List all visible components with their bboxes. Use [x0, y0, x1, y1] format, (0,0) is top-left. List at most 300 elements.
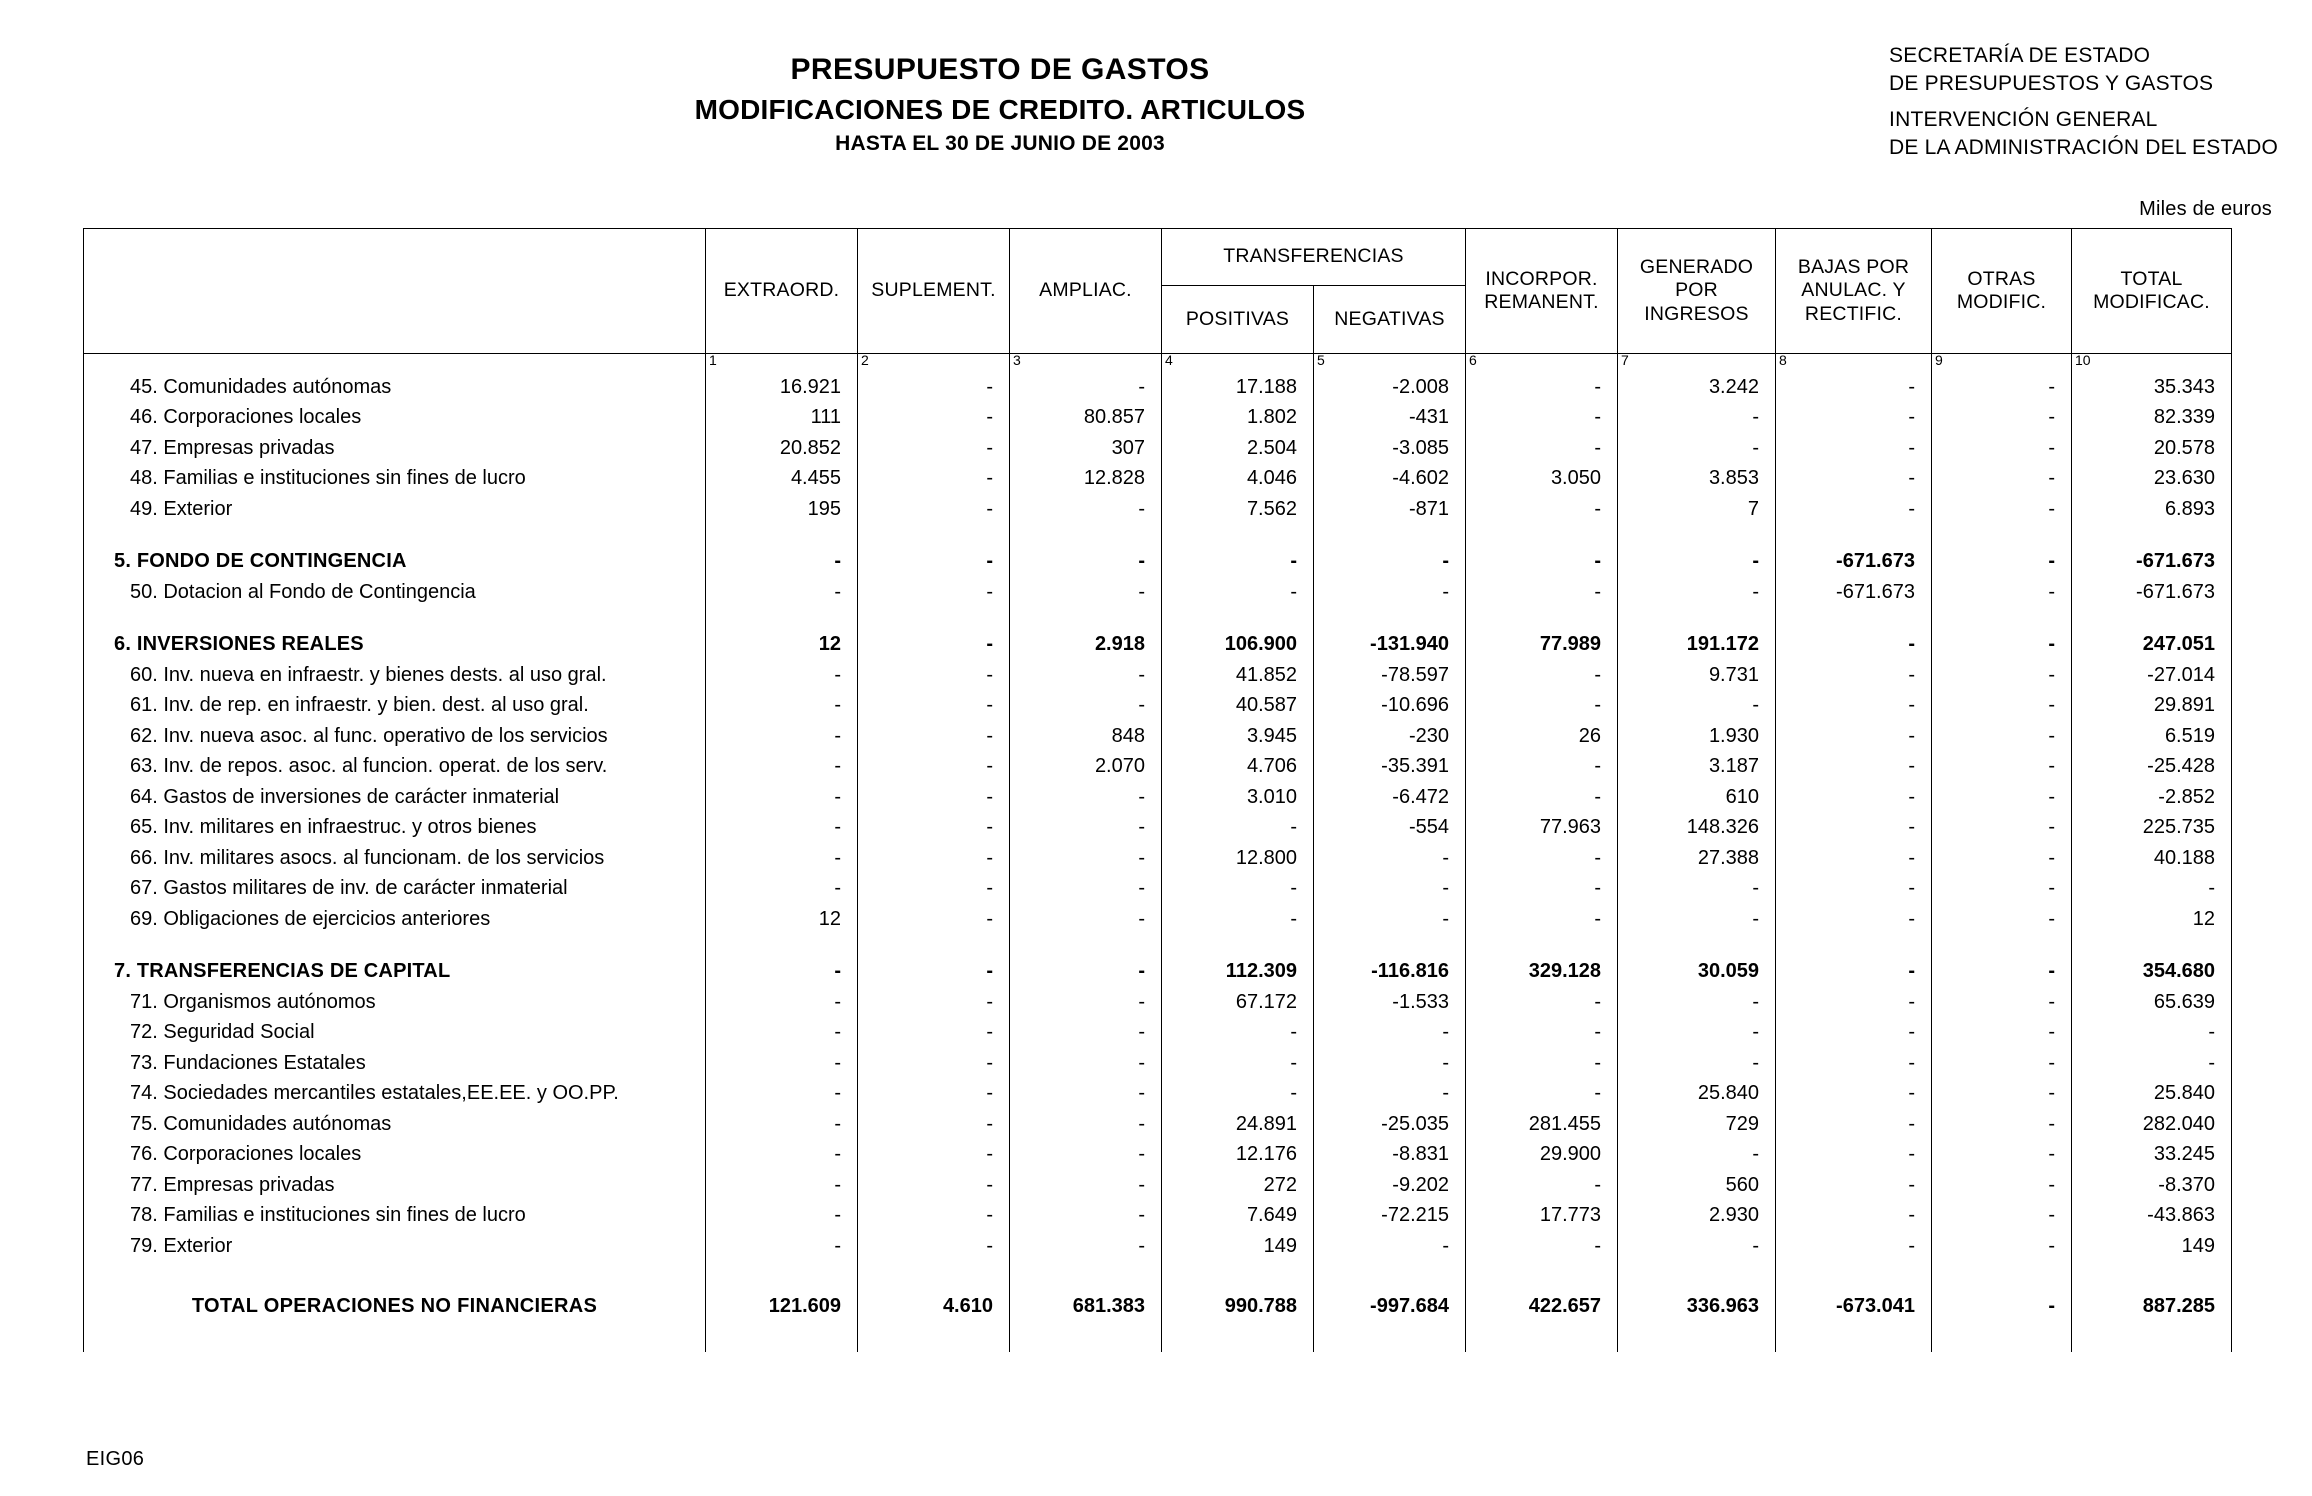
row-value-total: -671.673	[2072, 547, 2232, 578]
row-value-otras: -	[1932, 660, 2072, 691]
row-label: 65. Inv. militares en infraestruc. y otros bienes	[84, 813, 706, 844]
row-value-generado: 336.963	[1618, 1292, 1776, 1323]
row-value-ampliac: 80.857	[1010, 403, 1162, 434]
table-row	[84, 547, 2232, 578]
header-otras-modific	[1932, 229, 2072, 354]
table-row	[84, 494, 2232, 525]
spacer-cell	[1010, 935, 1162, 957]
row-value-suplement: -	[858, 874, 1010, 905]
row-value-extraord: 4.455	[706, 464, 858, 495]
row-value-incorpor: -	[1466, 372, 1618, 403]
header-generado-line-1: GENERADO	[1639, 255, 1754, 278]
row-value-suplement: -	[858, 987, 1010, 1018]
row-value-incorpor: 77.989	[1466, 630, 1618, 661]
row-value-otras: -	[1932, 1292, 2072, 1323]
row-value-total: 6.893	[2072, 494, 2232, 525]
table-row	[84, 1231, 2232, 1262]
row-value-transf_neg: -35.391	[1314, 752, 1466, 783]
row-value-suplement: -	[858, 577, 1010, 608]
row-value-total: -	[2072, 874, 2232, 905]
row-value-generado: -	[1618, 577, 1776, 608]
spacer-cell	[2072, 935, 2232, 957]
row-value-bajas: -	[1776, 987, 1932, 1018]
row-value-transf_pos: 40.587	[1162, 691, 1314, 722]
row-value-generado: 27.388	[1618, 843, 1776, 874]
row-value-transf_pos: 149	[1162, 1231, 1314, 1262]
colnum-9	[1932, 354, 2072, 373]
table-row	[84, 630, 2232, 661]
colnum-7-label: 7	[1621, 352, 1629, 368]
row-value-transf_neg: -431	[1314, 403, 1466, 434]
row-label: 47. Empresas privadas	[84, 433, 706, 464]
row-value-extraord: -	[706, 1079, 858, 1110]
row-value-suplement: -	[858, 1018, 1010, 1049]
tail-cell	[1162, 1322, 1314, 1352]
org-line-1: SECRETARÍA DE ESTADO	[1889, 44, 2151, 67]
row-value-transf_pos: 17.188	[1162, 372, 1314, 403]
row-label: 63. Inv. de repos. asoc. al funcion. operat. de los serv.	[84, 752, 706, 783]
title-block	[0, 52, 2000, 156]
row-value-incorpor: -	[1466, 403, 1618, 434]
colnum-concept	[84, 354, 706, 373]
row-value-bajas: -	[1776, 721, 1932, 752]
row-value-extraord: 16.921	[706, 372, 858, 403]
row-value-otras: -	[1932, 1048, 2072, 1079]
header-bajas-line-3: RECTIFIC.	[1804, 302, 1903, 325]
column-number-strip	[84, 354, 2232, 373]
row-value-ampliac: -	[1010, 1079, 1162, 1110]
spacer-cell	[1618, 1262, 1776, 1292]
row-value-total: 354.680	[2072, 957, 2232, 988]
org-line-3: INTERVENCIÓN GENERAL	[1889, 108, 2158, 132]
header-total-line-2: MODIFICAC.	[2093, 291, 2210, 313]
row-value-total: 6.519	[2072, 721, 2232, 752]
colnum-3-label: 3	[1013, 352, 1021, 368]
table-head	[84, 229, 2232, 354]
row-value-transf_pos: -	[1162, 813, 1314, 844]
row-value-otras: -	[1932, 874, 2072, 905]
row-value-transf_pos: 67.172	[1162, 987, 1314, 1018]
row-value-ampliac: -	[1010, 904, 1162, 935]
spacer-cell	[858, 1262, 1010, 1292]
row-value-transf_neg: -997.684	[1314, 1292, 1466, 1323]
row-value-transf_neg: -	[1314, 1079, 1466, 1110]
row-value-transf_pos: 7.562	[1162, 494, 1314, 525]
spacer-cell	[1776, 525, 1932, 547]
spacer-cell	[858, 935, 1010, 957]
row-value-total: 247.051	[2072, 630, 2232, 661]
row-value-generado: 148.326	[1618, 813, 1776, 844]
row-value-generado: -	[1618, 874, 1776, 905]
row-value-incorpor: 281.455	[1466, 1109, 1618, 1140]
spacer-cell	[1162, 608, 1314, 630]
row-value-total: -	[2072, 1048, 2232, 1079]
row-value-ampliac: -	[1010, 813, 1162, 844]
table-row	[84, 1018, 2232, 1049]
row-value-transf_neg: -25.035	[1314, 1109, 1466, 1140]
table-row	[84, 1292, 2232, 1323]
row-label: 64. Gastos de inversiones de carácter inmaterial	[84, 782, 706, 813]
row-value-otras: -	[1932, 464, 2072, 495]
table-row	[84, 1079, 2232, 1110]
row-value-generado: -	[1618, 904, 1776, 935]
row-label: 50. Dotacion al Fondo de Contingencia	[84, 577, 706, 608]
row-value-transf_neg: -	[1314, 1231, 1466, 1262]
table-spacer-row	[84, 935, 2232, 957]
header-suplement: SUPLEMENT.	[858, 229, 1010, 354]
header-bajas-line-1: BAJAS POR	[1797, 255, 1910, 278]
row-value-otras: -	[1932, 813, 2072, 844]
row-label: 75. Comunidades autónomas	[84, 1109, 706, 1140]
table-body	[84, 354, 2232, 1353]
row-label: 45. Comunidades autónomas	[84, 372, 706, 403]
row-value-transf_neg: -3.085	[1314, 433, 1466, 464]
row-value-transf_pos: -	[1162, 1048, 1314, 1079]
row-value-bajas: -	[1776, 1140, 1932, 1171]
row-label: 72. Seguridad Social	[84, 1018, 706, 1049]
spacer-cell	[1314, 525, 1466, 547]
row-value-bajas: -	[1776, 813, 1932, 844]
row-value-otras: -	[1932, 433, 2072, 464]
row-value-transf_pos: -	[1162, 874, 1314, 905]
header-bajas-line-2: ANULAC. Y	[1801, 279, 1906, 302]
row-value-ampliac: -	[1010, 987, 1162, 1018]
row-value-bajas: -671.673	[1776, 547, 1932, 578]
spacer-cell	[84, 935, 706, 957]
table-spacer-row	[84, 525, 2232, 547]
table-row	[84, 1048, 2232, 1079]
spacer-cell	[1466, 525, 1618, 547]
header-otras-line-1: OTRAS	[1967, 267, 2036, 290]
row-value-transf_pos: -	[1162, 1079, 1314, 1110]
row-label: TOTAL OPERACIONES NO FINANCIERAS	[84, 1292, 706, 1323]
row-value-bajas: -673.041	[1776, 1292, 1932, 1323]
row-value-ampliac: -	[1010, 494, 1162, 525]
spacer-cell	[1314, 608, 1466, 630]
row-value-extraord: -	[706, 1170, 858, 1201]
colnum-2-label: 2	[861, 352, 869, 368]
spacer-cell	[1162, 525, 1314, 547]
spacer-cell	[706, 1262, 858, 1292]
row-value-incorpor: -	[1466, 752, 1618, 783]
row-value-generado: -	[1618, 1018, 1776, 1049]
row-value-transf_neg: -4.602	[1314, 464, 1466, 495]
row-value-extraord: 12	[706, 904, 858, 935]
row-label: 62. Inv. nueva asoc. al func. operativo de los servicios	[84, 721, 706, 752]
row-value-extraord: -	[706, 691, 858, 722]
row-value-ampliac: -	[1010, 1201, 1162, 1232]
table-row	[84, 660, 2232, 691]
row-value-transf_pos: 41.852	[1162, 660, 1314, 691]
row-value-extraord: 111	[706, 403, 858, 434]
tail-cell	[1314, 1322, 1466, 1352]
row-value-generado: -	[1618, 987, 1776, 1018]
row-value-bajas: -	[1776, 782, 1932, 813]
colnum-5	[1314, 354, 1466, 373]
row-value-ampliac: -	[1010, 782, 1162, 813]
row-label: 76. Corporaciones locales	[84, 1140, 706, 1171]
row-value-transf_pos: 3.010	[1162, 782, 1314, 813]
header-generado-line-3: INGRESOS	[1644, 302, 1749, 325]
page-period: HASTA EL 30 DE JUNIO DE 2003	[835, 131, 1165, 155]
row-value-incorpor: -	[1466, 782, 1618, 813]
row-value-extraord: -	[706, 752, 858, 783]
row-value-generado: 1.930	[1618, 721, 1776, 752]
row-value-transf_neg: -8.831	[1314, 1140, 1466, 1171]
header-incorpor-remanent	[1466, 229, 1618, 354]
row-value-otras: -	[1932, 721, 2072, 752]
row-label: 61. Inv. de rep. en infraestr. y bien. dest. al uso gral.	[84, 691, 706, 722]
row-value-generado: -	[1618, 403, 1776, 434]
row-value-otras: -	[1932, 782, 2072, 813]
header-generado-line-2: POR	[1675, 279, 1718, 302]
page-title: PRESUPUESTO DE GASTOS	[790, 53, 1210, 86]
row-value-generado: 191.172	[1618, 630, 1776, 661]
table-row	[84, 691, 2232, 722]
row-value-incorpor: -	[1466, 577, 1618, 608]
row-value-incorpor: 329.128	[1466, 957, 1618, 988]
row-value-suplement: -	[858, 403, 1010, 434]
row-value-ampliac: 307	[1010, 433, 1162, 464]
table-row	[84, 433, 2232, 464]
row-value-otras: -	[1932, 987, 2072, 1018]
row-value-transf_neg: -554	[1314, 813, 1466, 844]
row-value-incorpor: 29.900	[1466, 1140, 1618, 1171]
tail-cell	[1010, 1322, 1162, 1352]
row-value-extraord: 195	[706, 494, 858, 525]
spacer-cell	[1466, 608, 1618, 630]
row-value-generado: -	[1618, 547, 1776, 578]
colnum-2	[858, 354, 1010, 373]
tail-cell	[2072, 1322, 2232, 1352]
row-value-total: 35.343	[2072, 372, 2232, 403]
colnum-1	[706, 354, 858, 373]
spacer-cell	[1618, 525, 1776, 547]
row-label: 79. Exterior	[84, 1231, 706, 1262]
row-value-suplement: -	[858, 782, 1010, 813]
row-value-otras: -	[1932, 1170, 2072, 1201]
row-value-generado: -	[1618, 1048, 1776, 1079]
row-label: 48. Familias e instituciones sin fines de lucro	[84, 464, 706, 495]
row-value-incorpor: -	[1466, 691, 1618, 722]
colnum-4	[1162, 354, 1314, 373]
row-value-ampliac: -	[1010, 660, 1162, 691]
row-value-transf_pos: 3.945	[1162, 721, 1314, 752]
row-value-transf_neg: -	[1314, 577, 1466, 608]
budget-table-container	[83, 228, 2231, 1352]
header-transferencias-positivas: POSITIVAS	[1162, 286, 1314, 354]
row-value-incorpor: -	[1466, 1231, 1618, 1262]
row-value-transf_pos: -	[1162, 1018, 1314, 1049]
row-value-extraord: -	[706, 660, 858, 691]
row-value-extraord: -	[706, 547, 858, 578]
row-value-suplement: -	[858, 1201, 1010, 1232]
row-value-otras: -	[1932, 1079, 2072, 1110]
row-value-bajas: -	[1776, 1170, 1932, 1201]
spacer-cell	[1314, 935, 1466, 957]
row-value-extraord: -	[706, 1109, 858, 1140]
row-value-otras: -	[1932, 1231, 2072, 1262]
header-ampliac: AMPLIAC.	[1010, 229, 1162, 354]
row-value-otras: -	[1932, 904, 2072, 935]
table-row	[84, 1140, 2232, 1171]
colnum-1-label: 1	[709, 352, 717, 368]
row-value-transf_neg: -131.940	[1314, 630, 1466, 661]
row-value-incorpor: -	[1466, 843, 1618, 874]
row-value-extraord: -	[706, 1018, 858, 1049]
row-value-bajas: -	[1776, 403, 1932, 434]
row-value-transf_pos: 4.046	[1162, 464, 1314, 495]
table-row	[84, 843, 2232, 874]
row-value-transf_pos: -	[1162, 547, 1314, 578]
colnum-4-label: 4	[1165, 352, 1173, 368]
spacer-cell	[1932, 608, 2072, 630]
row-value-otras: -	[1932, 372, 2072, 403]
row-value-transf_pos: 112.309	[1162, 957, 1314, 988]
row-value-bajas: -	[1776, 1201, 1932, 1232]
header-row-top	[84, 229, 2232, 286]
row-value-extraord: -	[706, 1048, 858, 1079]
colnum-10-label: 10	[2075, 352, 2091, 368]
row-value-transf_neg: -78.597	[1314, 660, 1466, 691]
page-header	[0, 0, 2312, 220]
row-value-generado: -	[1618, 691, 1776, 722]
row-value-suplement: -	[858, 1170, 1010, 1201]
org-line-4: DE LA ADMINISTRACIÓN DEL ESTADO	[1889, 136, 2278, 160]
row-value-otras: -	[1932, 1109, 2072, 1140]
row-value-bajas: -	[1776, 433, 1932, 464]
row-value-generado: 729	[1618, 1109, 1776, 1140]
row-value-bajas: -	[1776, 660, 1932, 691]
row-value-ampliac: 848	[1010, 721, 1162, 752]
spacer-cell	[1010, 525, 1162, 547]
row-value-transf_pos: 12.800	[1162, 843, 1314, 874]
row-value-transf_pos: 106.900	[1162, 630, 1314, 661]
row-value-total: -43.863	[2072, 1201, 2232, 1232]
spacer-cell	[1776, 1262, 1932, 1292]
row-value-total: 887.285	[2072, 1292, 2232, 1323]
row-label: 67. Gastos militares de inv. de carácter inmaterial	[84, 874, 706, 905]
table-row	[84, 1109, 2232, 1140]
spacer-cell	[858, 525, 1010, 547]
row-value-ampliac: -	[1010, 372, 1162, 403]
colnum-7	[1618, 354, 1776, 373]
row-value-otras: -	[1932, 957, 2072, 988]
table-row	[84, 904, 2232, 935]
row-value-ampliac: 2.070	[1010, 752, 1162, 783]
colnum-10	[2072, 354, 2232, 373]
row-value-transf_neg: -	[1314, 547, 1466, 578]
row-value-ampliac: -	[1010, 1048, 1162, 1079]
row-value-ampliac: -	[1010, 1018, 1162, 1049]
spacer-cell	[1932, 525, 2072, 547]
row-value-incorpor: -	[1466, 874, 1618, 905]
page-subtitle: MODIFICACIONES DE CREDITO. ARTICULOS	[694, 93, 1306, 125]
table-row	[84, 782, 2232, 813]
spacer-cell	[706, 935, 858, 957]
header-extraord: EXTRAORD.	[706, 229, 858, 354]
row-value-otras: -	[1932, 577, 2072, 608]
row-value-transf_neg: -	[1314, 843, 1466, 874]
spacer-cell	[1466, 935, 1618, 957]
row-value-transf_pos: 2.504	[1162, 433, 1314, 464]
row-value-extraord: 12	[706, 630, 858, 661]
row-value-suplement: -	[858, 957, 1010, 988]
row-value-suplement: -	[858, 1048, 1010, 1079]
row-value-total: 282.040	[2072, 1109, 2232, 1140]
colnum-5-label: 5	[1317, 352, 1325, 368]
row-value-incorpor: -	[1466, 494, 1618, 525]
row-value-total: 29.891	[2072, 691, 2232, 722]
table-spacer-row	[84, 1262, 2232, 1292]
row-value-transf_neg: -1.533	[1314, 987, 1466, 1018]
spacer-cell	[2072, 608, 2232, 630]
row-value-bajas: -	[1776, 494, 1932, 525]
row-value-total: -27.014	[2072, 660, 2232, 691]
row-value-incorpor: 17.773	[1466, 1201, 1618, 1232]
tail-cell	[858, 1322, 1010, 1352]
row-value-bajas: -	[1776, 843, 1932, 874]
row-value-suplement: -	[858, 721, 1010, 752]
row-value-total: 20.578	[2072, 433, 2232, 464]
row-value-bajas: -	[1776, 630, 1932, 661]
spacer-cell	[1162, 1262, 1314, 1292]
table-row	[84, 987, 2232, 1018]
row-value-incorpor: -	[1466, 904, 1618, 935]
table-row	[84, 403, 2232, 434]
spacer-cell	[1776, 935, 1932, 957]
row-value-transf_neg: -10.696	[1314, 691, 1466, 722]
row-value-bajas: -	[1776, 957, 1932, 988]
row-value-transf_pos: 990.788	[1162, 1292, 1314, 1323]
row-value-generado: 2.930	[1618, 1201, 1776, 1232]
row-value-transf_neg: -	[1314, 874, 1466, 905]
row-value-transf_pos: 1.802	[1162, 403, 1314, 434]
row-value-ampliac: -	[1010, 874, 1162, 905]
row-value-generado: 3.187	[1618, 752, 1776, 783]
row-value-extraord: -	[706, 721, 858, 752]
spacer-cell	[1010, 608, 1162, 630]
row-value-bajas: -	[1776, 1231, 1932, 1262]
spacer-cell	[1314, 1262, 1466, 1292]
row-value-transf_neg: -116.816	[1314, 957, 1466, 988]
row-value-generado: 610	[1618, 782, 1776, 813]
row-value-ampliac: 12.828	[1010, 464, 1162, 495]
row-value-generado: 560	[1618, 1170, 1776, 1201]
colnum-6	[1466, 354, 1618, 373]
row-value-otras: -	[1932, 691, 2072, 722]
row-value-extraord: -	[706, 957, 858, 988]
row-value-otras: -	[1932, 843, 2072, 874]
row-value-suplement: -	[858, 433, 1010, 464]
row-value-suplement: -	[858, 813, 1010, 844]
colnum-8	[1776, 354, 1932, 373]
row-value-total: -2.852	[2072, 782, 2232, 813]
row-label: 73. Fundaciones Estatales	[84, 1048, 706, 1079]
spacer-cell	[84, 525, 706, 547]
row-value-extraord: -	[706, 782, 858, 813]
row-value-ampliac: -	[1010, 843, 1162, 874]
row-value-bajas: -	[1776, 1048, 1932, 1079]
row-value-total: 33.245	[2072, 1140, 2232, 1171]
table-row	[84, 1201, 2232, 1232]
row-value-transf_neg: -	[1314, 1018, 1466, 1049]
row-value-extraord: -	[706, 577, 858, 608]
spacer-cell	[2072, 1262, 2232, 1292]
row-value-ampliac: -	[1010, 547, 1162, 578]
header-bajas-anulac-rectific	[1776, 229, 1932, 354]
row-value-total: -25.428	[2072, 752, 2232, 783]
